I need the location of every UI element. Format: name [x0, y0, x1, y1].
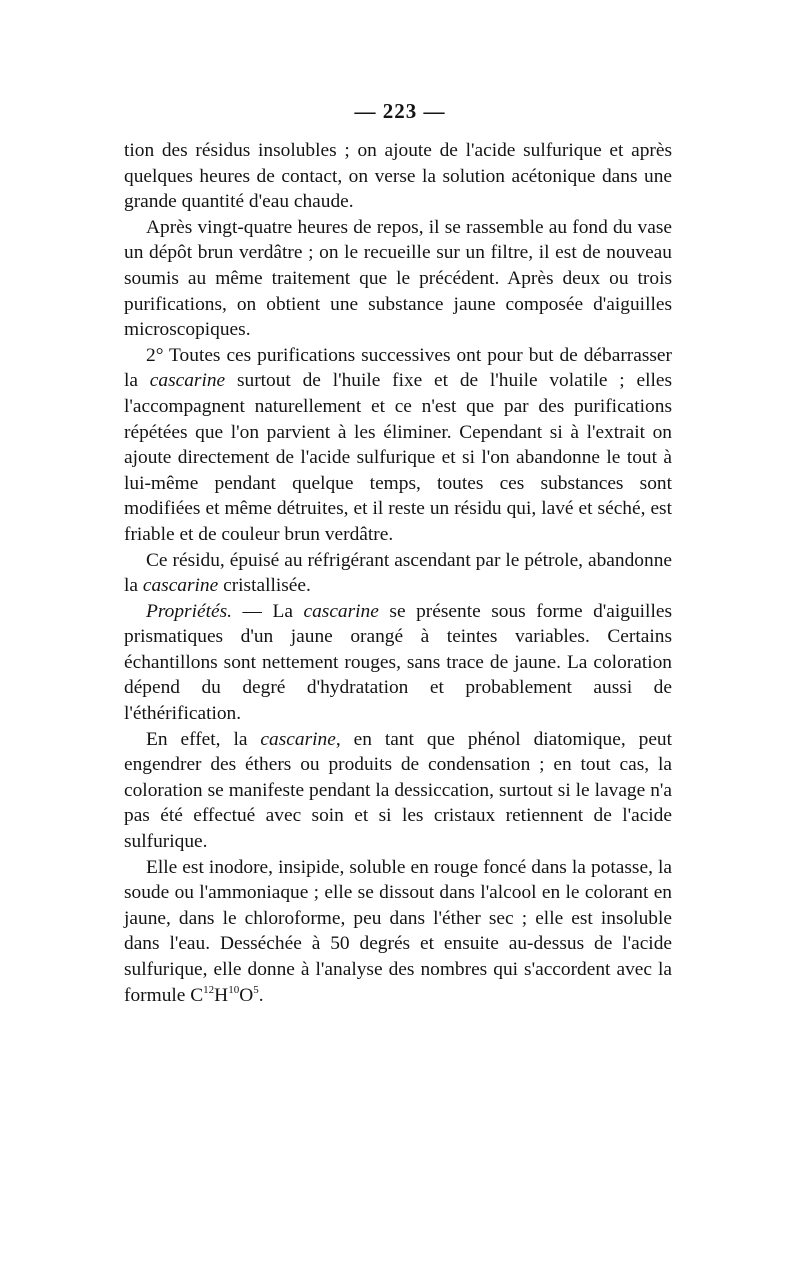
formula-hydrogen: H — [214, 984, 229, 1006]
formula-oxygen-count: 5 — [253, 983, 259, 996]
term-cascarine: cascarine — [260, 728, 336, 750]
term-cascarine: cascarine — [149, 370, 226, 392]
paragraph-5-text-b: se présente sous forme d'aiguilles prismatiques d'un jaune orangé à teintes variables. Certains échantillons sont nettement rouges, sans trace de jaune. La coloration dépend du degré d'hydratation et probablement aussi de l'éthérification. — [124, 600, 672, 725]
paragraph-2: Après vingt-quatre heures de repos, il se rassemble au fond du vase un dépôt brun verdâtre ; on le recueille sur un filtre, il est de nouveau soumis au même traitement que le précédent. Après deux ou trois purifications, on obtient une substance jaune composée d'aiguilles microscopiques. — [124, 216, 672, 341]
formula-oxygen: O — [239, 984, 254, 1006]
paragraph-3-text-b: surtout de l'huile fixe et de l'huile volatile ; elles l'accompagnent naturellement et ce n'est que par des purifications répétées que l'on parvient à les éliminer. Cependant si à l'extrait on ajoute directement de l'acide sulfurique et si l'on abandonne le tout à lui-même pendant quelque temps, toutes ces substances sont modifiées et même détruites, et il reste un résidu qui, lavé et séché, est friable et de couleur brun verdâtre. — [124, 370, 672, 545]
term-cascarine: cascarine — [142, 575, 219, 597]
page-number: — 223 — — [354, 99, 446, 123]
paragraph-6-text-a: En effet, la — [146, 728, 261, 750]
paragraph-5 — [124, 599, 672, 727]
section-heading-proprietes: Propriétés. — [146, 600, 232, 622]
body-text — [124, 138, 672, 1008]
formula-carbon-count: 12 — [203, 983, 215, 996]
paragraph-7-end: . — [258, 984, 264, 1006]
formula-carbon: C — [190, 984, 204, 1006]
paragraph-3 — [124, 343, 672, 548]
paragraph-4-text-b: cristallisée. — [218, 575, 311, 597]
paragraph-6-text-b: , en tant que phénol diatomique, peut engendrer des éthers ou produits de condensation ; en tout cas, la coloration se manifeste pendant la dessiccation, surtout si le lavage n'a pas été effectué avec soin et si les cristaux retiennent de l'acide sulfurique. — [124, 728, 673, 853]
paragraph-3-text-a: 2° Toutes ces purifications successives ont pour but de débarrasser la — [124, 344, 672, 392]
paragraph-7-text: Elle est inodore, insipide, soluble en rouge foncé dans la potasse, la soude ou l'ammoniaque ; elle se dissout dans l'alcool en le colorant en jaune, dans le chloroforme, peu dans l'éther sec ; elle est insoluble dans l'eau. Desséchée à 50 degrés et ensuite au-dessus de l'acide sulfurique, elle donne à l'analyse des nombres qui s'accordent avec la formule — [124, 856, 672, 1006]
paragraph-1: tion des résidus insolubles ; on ajoute de l'acide sulfurique et après quelques heures de contact, on verse la solution acétonique dans une grande quantité d'eau chaude. — [124, 140, 672, 213]
paragraph-4 — [124, 548, 672, 599]
term-cascarine: cascarine — [303, 600, 379, 622]
paragraph-4-text-a: Ce résidu, épuisé au réfrigérant ascendant par le pétrole, abandonne la — [124, 549, 672, 597]
chemical-formula — [190, 985, 258, 1006]
paragraph-6 — [124, 727, 672, 855]
paragraph-5-text-a: — La — [232, 600, 304, 622]
paragraph-7 — [124, 855, 672, 1009]
formula-hydrogen-count: 10 — [228, 983, 240, 996]
